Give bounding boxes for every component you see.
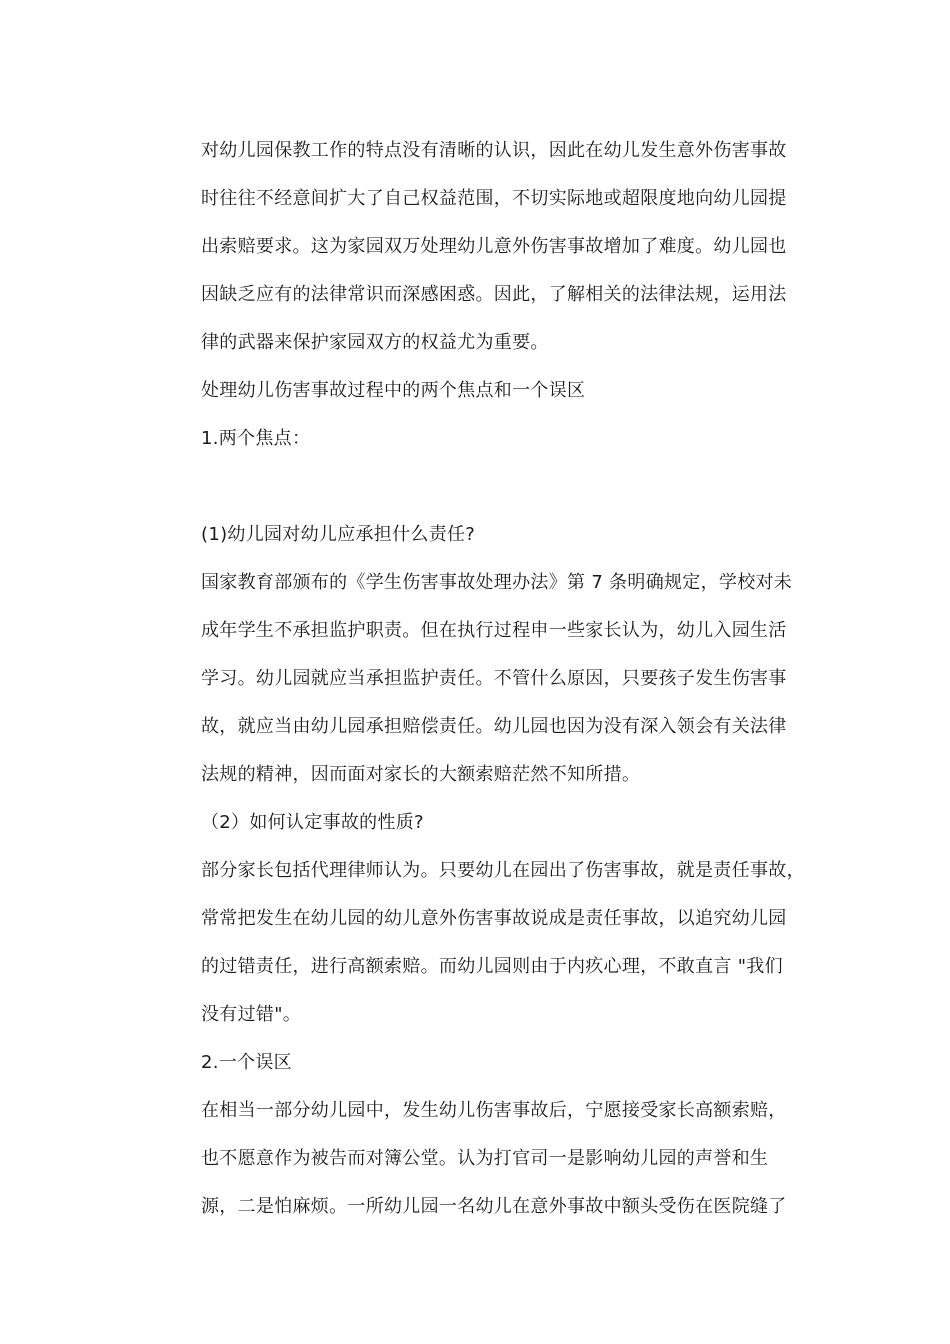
text-line: 因缺乏应有的法律常识而深感困惑。因此，了解相关的法律法规，运用法 [201, 284, 787, 305]
intro-paragraph [201, 131, 811, 371]
text-line: 源，二是怕麻烦。一所幼儿园一名幼儿在意外事故中额头受伤在医院缝了 [201, 1196, 787, 1217]
text-line: 出索赔要求。这为家园双万处理幼儿意外伤害事故增加了难度。幼儿园也 [201, 236, 787, 257]
text-line: 也不愿意作为被告而对簿公堂。认为打官司一是影响幼儿园的声誉和生 [201, 1148, 769, 1169]
myth-paragraph [201, 1091, 811, 1235]
text-line: 对幼儿园保教工作的特点没有清晰的认识，因此在幼儿发生意外伤害事故 [201, 140, 787, 161]
text-line: 律的武器来保护家园双方的权益尤为重要。 [201, 332, 549, 353]
question-2-paragraph [201, 851, 811, 1043]
text-line: 在相当一部分幼儿园中，发生幼儿伤害事故后，宁愿接受家长高额索赔， [201, 1100, 787, 1121]
text-line: 的过错责任，进行高额索赔。而幼儿园则由于内疚心理，不敢直言 "我们 [201, 956, 783, 977]
text-line: 国家教育部颁布的《学生伤害事故处理办法》第 7 条明确规定，学校对未 [201, 572, 793, 593]
text-line: 故，就应当由幼儿园承担赔偿责任。幼儿园也因为没有深入领会有关法律 [201, 716, 787, 737]
text-line: 成年学生不承担监护职责。但在执行过程申一些家长认为，幼儿入园生活 [201, 620, 787, 641]
document-body [201, 131, 811, 1235]
text-line: 时往往不经意间扩大了自己权益范围，不切实际地或超限度地向幼儿园提 [201, 188, 787, 209]
question-1-heading: (1)幼儿园对幼儿应承担什么责任? [201, 524, 476, 545]
subsection-heading-focus: 1.两个焦点： [201, 428, 311, 449]
blank-line [201, 467, 811, 515]
section-heading: 处理幼儿伤害事故过程中的两个焦点和一个误区 [201, 380, 586, 401]
text-line: 部分家长包括代理律师认为。只要幼儿在园出了伤害事故，就是责任事故， [201, 860, 805, 881]
question-2-heading: （2）如何认定事故的性质? [201, 812, 424, 833]
text-line: 法规的精神，因而面对家长的大额索赔茫然不知所措。 [201, 764, 641, 785]
question-1-paragraph [201, 563, 811, 803]
text-line: 学习。幼儿园就应当承担监护责任。不管什么原因，只要孩子发生伤害事 [201, 668, 787, 689]
text-line: 没有过错"。 [201, 1004, 302, 1025]
text-line: 常常把发生在幼儿园的幼儿意外伤害事故说成是责任事故，以追究幼儿园 [201, 908, 787, 929]
subsection-heading-myth: 2.一个误区 [201, 1052, 292, 1073]
